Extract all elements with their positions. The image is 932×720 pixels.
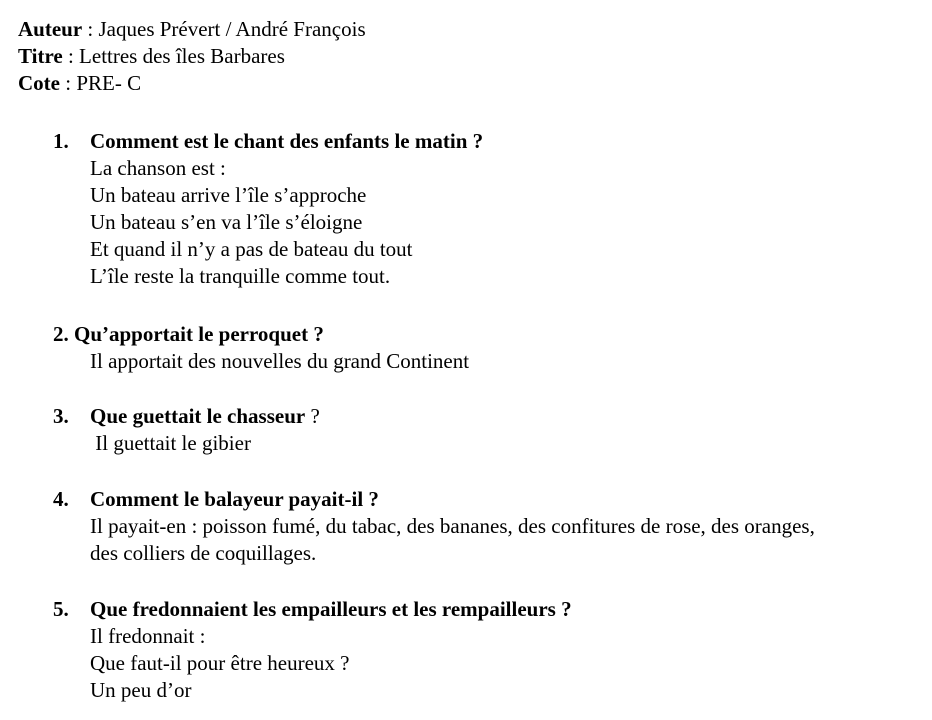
question-text: Qu’apportait le perroquet ? — [74, 322, 324, 346]
answer-line: Il fredonnait : — [90, 624, 206, 648]
author-label: Auteur — [18, 17, 83, 41]
question-number: 4. — [53, 487, 69, 511]
question-1 — [53, 128, 483, 155]
question-text: Que guettait le chasseur — [90, 404, 306, 428]
answer-line: Il apportait des nouvelles du grand Continent — [90, 349, 470, 373]
question-text: Comment est le chant des enfants le matin ? — [90, 129, 484, 153]
question-text: Comment le balayeur payait-il ? — [90, 487, 379, 511]
question-number: 2. — [53, 322, 69, 346]
question-number: 5. — [53, 597, 69, 621]
cote-value: : PRE- C — [59, 71, 142, 95]
title-line — [18, 43, 285, 70]
question-3 — [53, 403, 320, 430]
question-number: 1. — [53, 129, 69, 153]
answer-line: Et quand il n’y a pas de bateau du tout — [90, 237, 413, 261]
question-tail: ? — [305, 404, 320, 428]
answer-line: Il payait-en : poisson fumé, du tabac, des bananes, des confitures de rose, des oranges, — [90, 514, 815, 538]
answer-line: Il guettait le gibier — [90, 431, 251, 455]
answer-line: Un bateau s’en va l’île s’éloigne — [90, 210, 363, 234]
author-value: : Jaques Prévert / André François — [82, 17, 366, 41]
answer-line: Un bateau arrive l’île s’approche — [90, 183, 367, 207]
question-2 — [53, 321, 324, 348]
title-label: Titre — [18, 44, 63, 68]
cote-label: Cote — [18, 71, 60, 95]
question-5 — [53, 596, 572, 623]
author-line — [18, 16, 366, 43]
answer-line: Un peu d’or — [90, 678, 192, 702]
question-number: 3. — [53, 404, 69, 428]
answer-line: Que faut-il pour être heureux ? — [90, 651, 350, 675]
cote-line — [18, 70, 141, 97]
answer-line: des colliers de coquillages. — [90, 541, 317, 565]
question-4 — [53, 486, 379, 513]
question-text: Que fredonnaient les empailleurs et les rempailleurs ? — [90, 597, 572, 621]
title-value: : Lettres des îles Barbares — [62, 44, 285, 68]
answer-line: L’île reste la tranquille comme tout. — [90, 264, 391, 288]
answer-line: La chanson est : — [90, 156, 226, 180]
